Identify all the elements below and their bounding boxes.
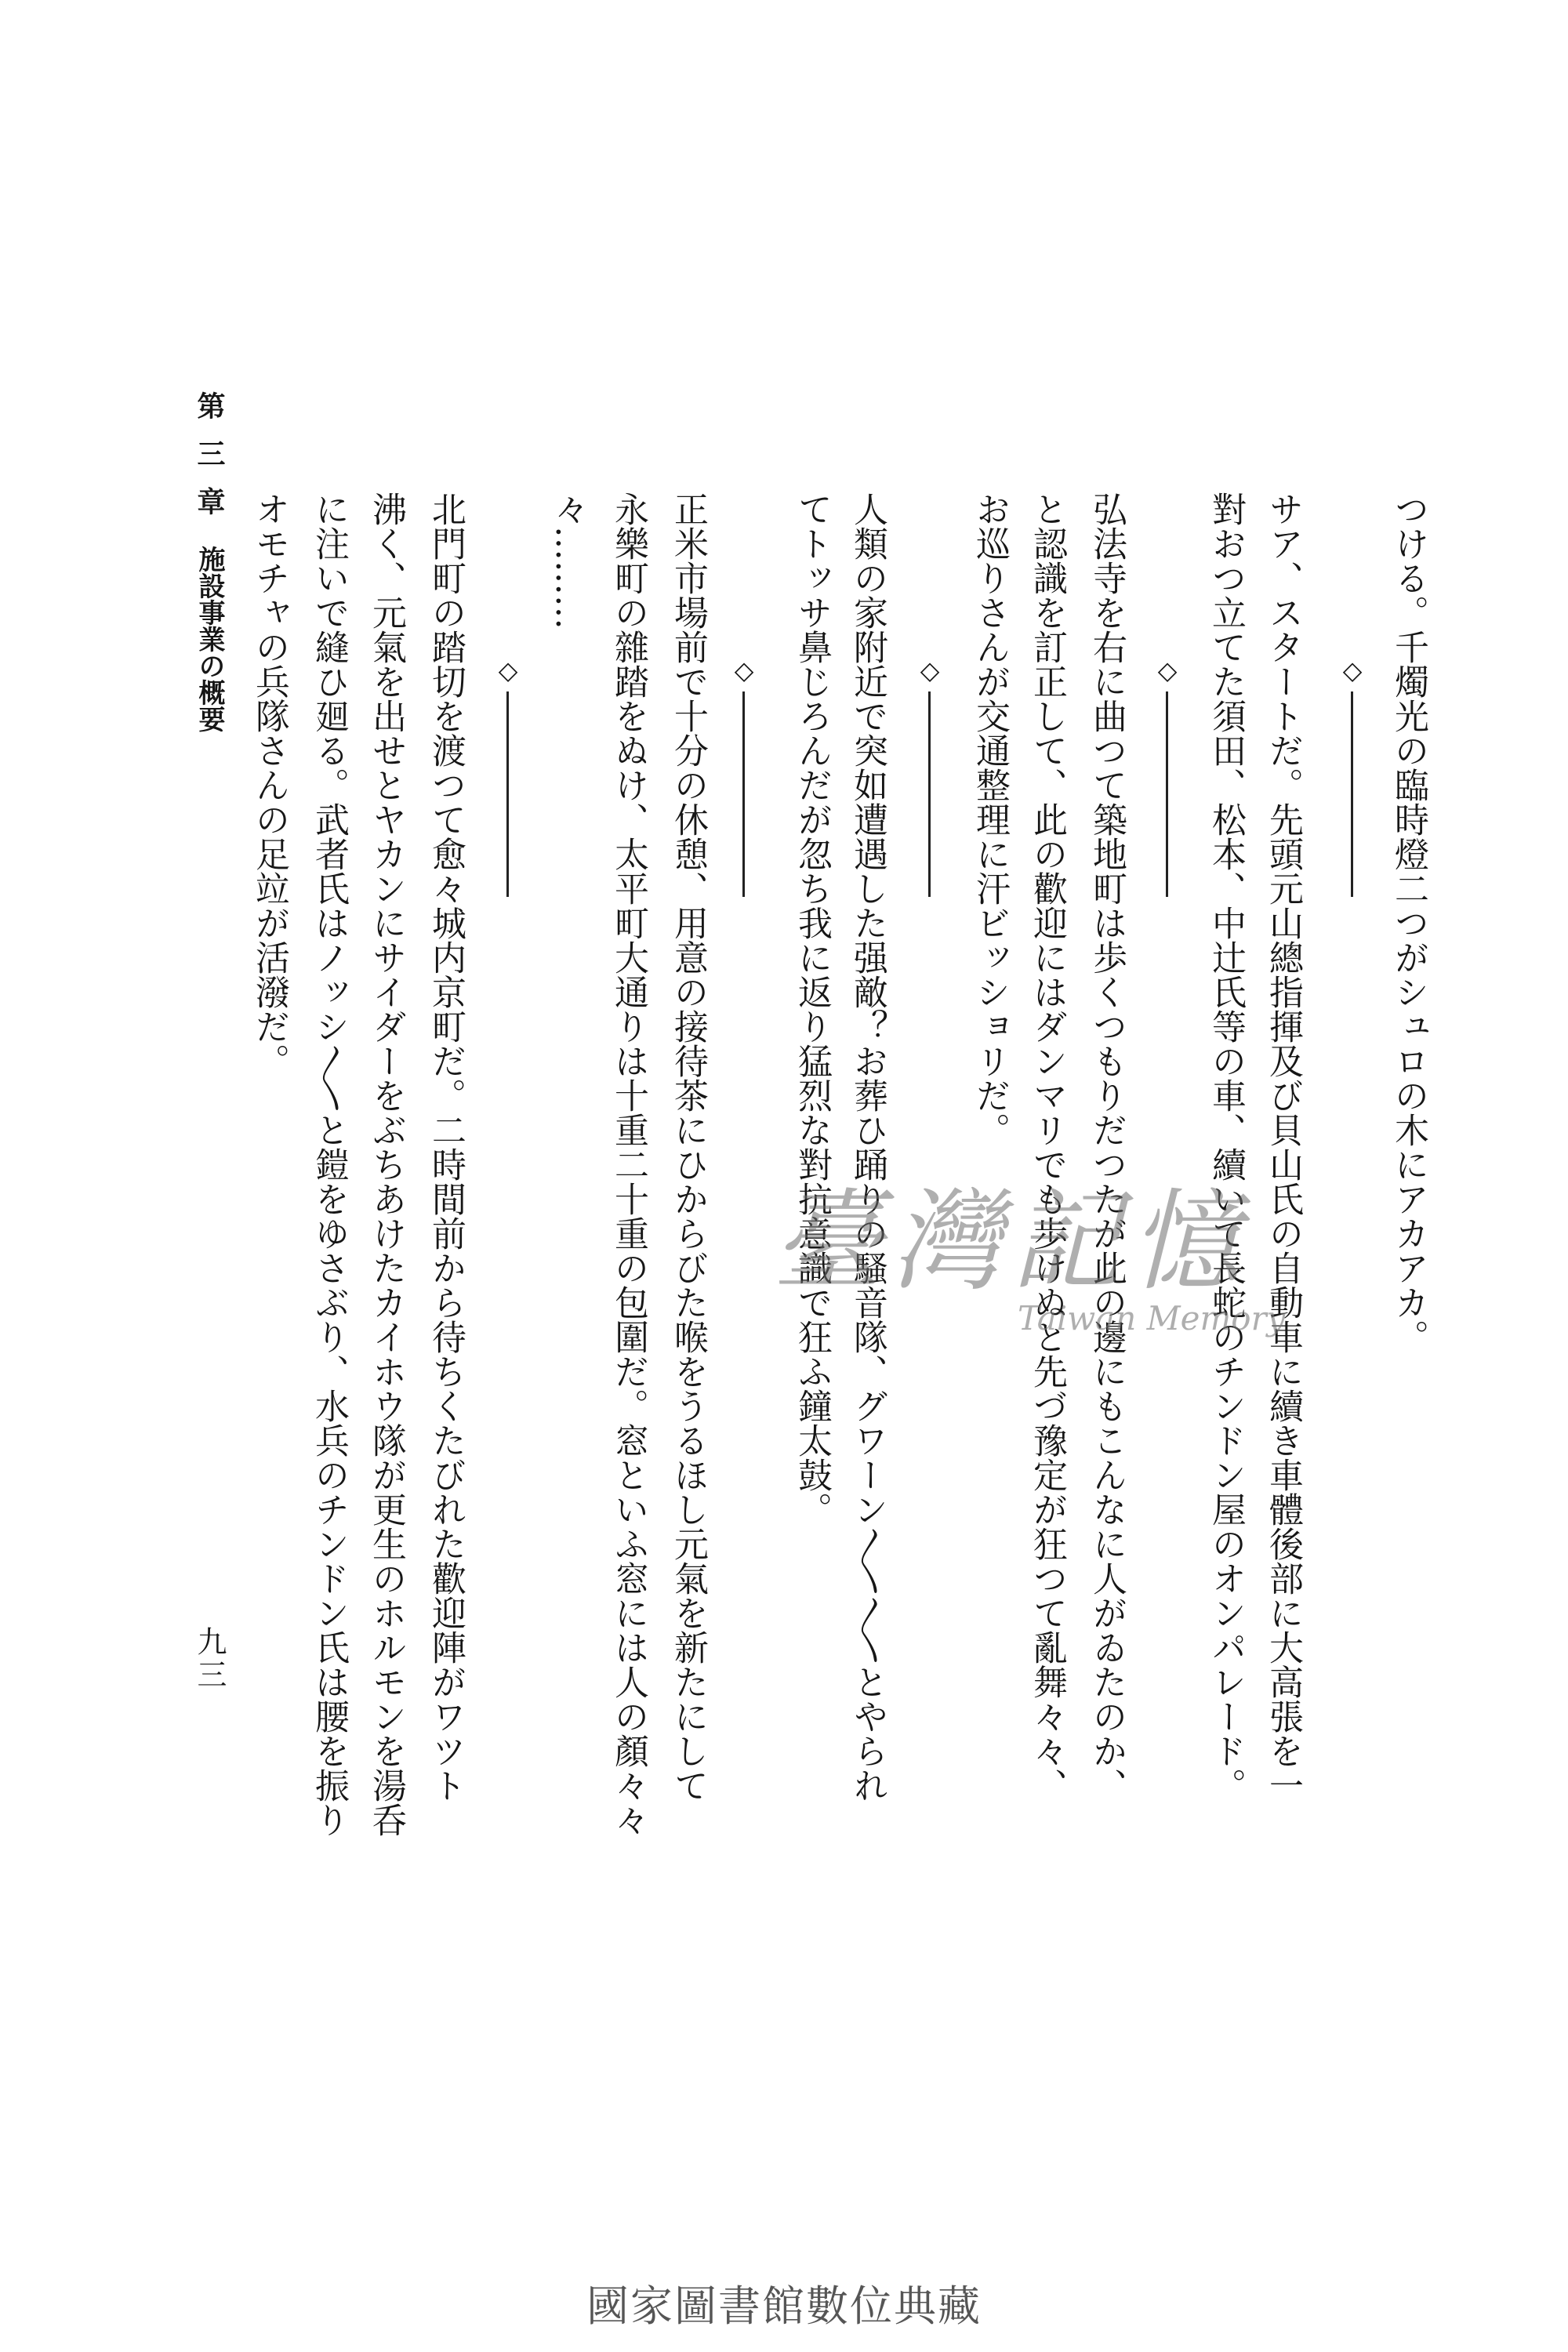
page-number: 九三: [192, 1626, 227, 1692]
section-separator: [495, 657, 521, 900]
watermark-logo-text: 臺灣記憶: [772, 1178, 1250, 1306]
text-line: 沸く、元氣を出せとヤカンにサイダーをぶちあけたカイホウ隊が更生のホルモンを湯呑: [366, 492, 406, 1837]
text-line: 對おつ立てた須田、松本、中辻氏等の車、續いて長蛇のチンドン屋のオンパレード。: [1206, 492, 1246, 1802]
text-line: 永樂町の雜踏をぬけ、太平町大通りは十重二十重の包圍だ。窓といふ窓には人の顏々々: [608, 492, 648, 1837]
separator-rule: [506, 691, 509, 897]
text-line: サア、スタートだ。先頭元山總指揮及び貝山氏の自動車に續き車體後部に大高張を一: [1263, 492, 1303, 1802]
section-separator: [1339, 657, 1366, 900]
section-separator: [731, 657, 757, 900]
diamond-ornament: ◇: [498, 655, 518, 685]
diamond-ornament: ◇: [920, 655, 940, 685]
section-separator: [916, 657, 943, 900]
separator-rule: [1166, 691, 1168, 897]
text-line: に注いで縫ひ廻る。武者氏はノッシ〳〵と鎧をゆさぶり、水兵のチンドン氏は腰を振り: [309, 492, 349, 1837]
text-line: お巡りさんが交通整理に汗ビッショリだ。: [970, 492, 1010, 1147]
text-line: 正米市場前で十分の休憩、用意の接待茶にひからびた喉をうるほし元氣を新たにして: [668, 492, 708, 1802]
section-separator: [1154, 657, 1181, 900]
text-line: 弘法寺を右に曲つて築地町は歩くつもりだつたが此の邊にもこんなに人がゐたのか、: [1087, 492, 1127, 1802]
archive-footer: 國家圖書館數位典藏: [586, 2281, 982, 2331]
separator-rule: [1351, 691, 1353, 897]
chapter-label: 第三章: [193, 391, 226, 535]
text-line: 々………: [548, 492, 588, 630]
diamond-ornament: ◇: [1342, 655, 1363, 685]
separator-rule: [742, 691, 745, 897]
text-line: と認識を訂正して、此の歡迎にはダンマリでも歩けぬと先づ豫定が狂つて亂舞々々、: [1027, 492, 1067, 1802]
text-line: 人類の家附近で突如遭遇した强敵？お葬ひ踊りの騷音隊、グワーン〳〵〳〵とやられ: [848, 492, 887, 1802]
diamond-ornament: ◇: [734, 655, 754, 685]
diamond-ornament: ◇: [1157, 655, 1178, 685]
text-line: 北門町の踏切を渡つて愈々城内京町だ。二時間前から待ちくたびれた歡迎陣がワツト: [426, 492, 466, 1802]
chapter-title: 施設事業の概要: [194, 546, 225, 732]
text-line: オモチャの兵隊さんの足竝が活潑だ。: [249, 492, 289, 1078]
watermark-logo-subtext: Taiwan Memory: [1018, 1299, 1286, 1338]
text-line: てトッサ鼻じろんだが忽ち我に返り猛烈な對抗意識で狂ふ鐘太鼓。: [792, 492, 832, 1526]
text-line: つける。千燭光の臨時燈二つがシュロの木にアカアカ。: [1388, 492, 1428, 1354]
separator-rule: [928, 691, 931, 897]
